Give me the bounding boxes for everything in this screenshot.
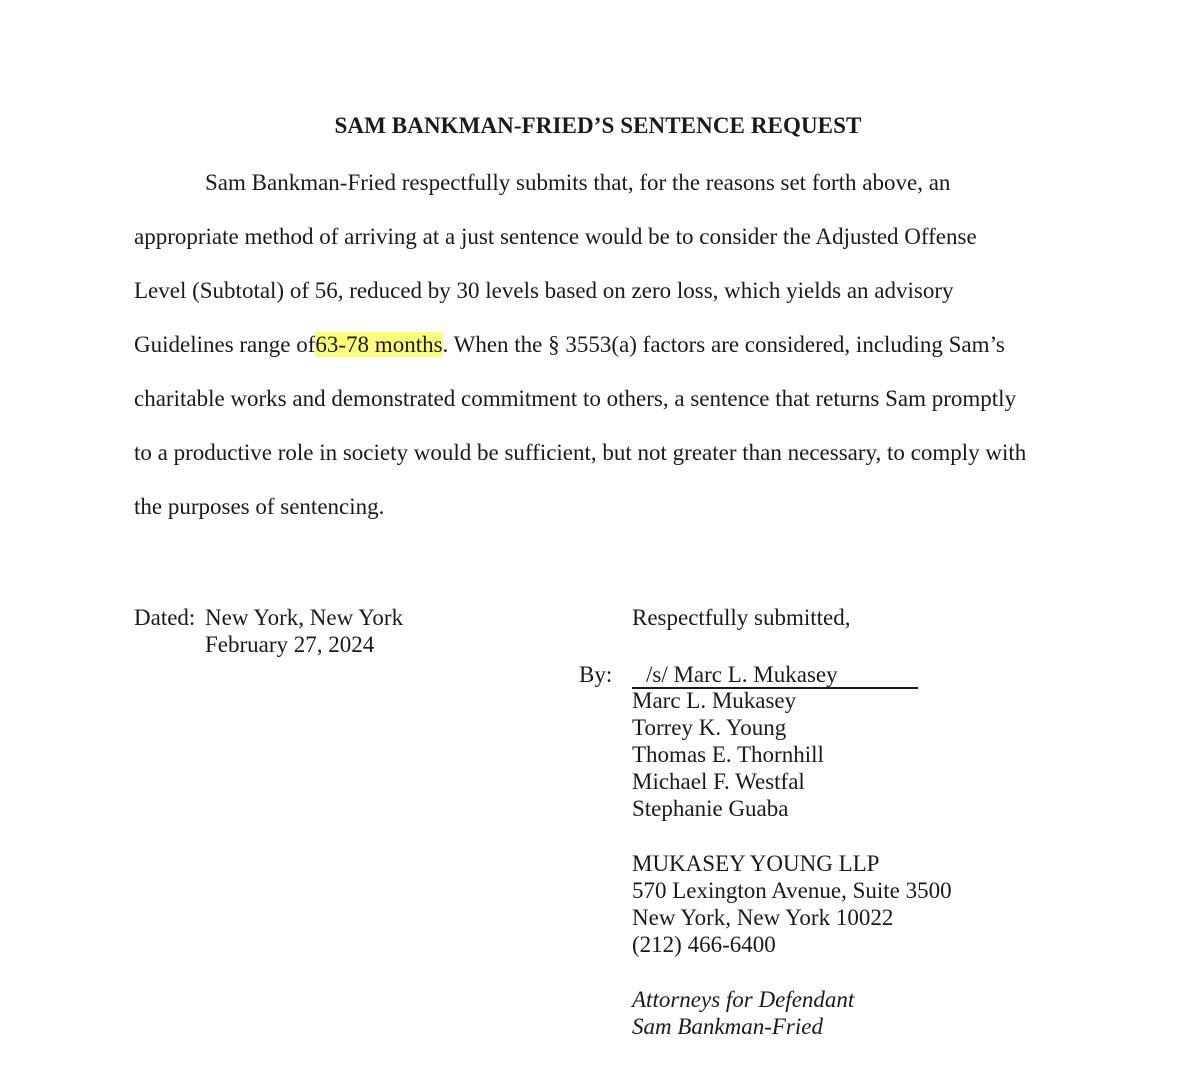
firm-phone: (212) 466-6400: [632, 932, 776, 957]
attorney-role: Attorneys for Defendant: [632, 987, 855, 1012]
paragraph-line: the purposes of sentencing.: [134, 494, 385, 519]
paragraph-text: Guidelines range of: [134, 332, 316, 357]
firm-name: MUKASEY YOUNG LLP: [632, 851, 880, 876]
attorney-name: Torrey K. Young: [632, 715, 787, 740]
dated-label: Dated:: [134, 605, 196, 630]
paragraph-line: appropriate method of arriving at a just sentence would be to consider the Adjusted Offense: [134, 224, 977, 249]
firm-address: 570 Lexington Avenue, Suite 3500: [632, 878, 952, 903]
paragraph-line: [134, 330, 1005, 360]
highlighted-range: 63-78 months: [315, 332, 443, 357]
attorney-name: Michael F. Westfal: [632, 769, 805, 794]
by-label: By:: [579, 662, 613, 687]
signature-line: /s/ Marc L. Mukasey: [632, 663, 918, 689]
page-title: SAM BANKMAN-FRIED’S SENTENCE REQUEST: [334, 113, 862, 138]
paragraph-line: charitable works and demonstrated commitment to others, a sentence that returns Sam promptly: [134, 386, 1017, 411]
client-name: Sam Bankman-Fried: [632, 1014, 823, 1039]
attorney-name: Stephanie Guaba: [632, 796, 789, 821]
paragraph-line: Level (Subtotal) of 56, reduced by 30 levels based on zero loss, which yields an advisory: [134, 278, 954, 303]
paragraph-text: . When the § 3553(a) factors are considered, including Sam’s: [442, 332, 1005, 357]
attorney-name: Thomas E. Thornhill: [632, 742, 824, 767]
closing: Respectfully submitted,: [632, 605, 851, 630]
paragraph-line: to a productive role in society would be sufficient, but not greater than necessary, to comply with: [134, 440, 1027, 465]
dated-date: February 27, 2024: [205, 632, 375, 657]
dated-place: New York, New York: [205, 605, 404, 630]
attorney-name: Marc L. Mukasey: [632, 688, 797, 713]
firm-city: New York, New York 10022: [632, 905, 894, 930]
paragraph-line: Sam Bankman-Fried respectfully submits that, for the reasons set forth above, an: [205, 170, 951, 195]
